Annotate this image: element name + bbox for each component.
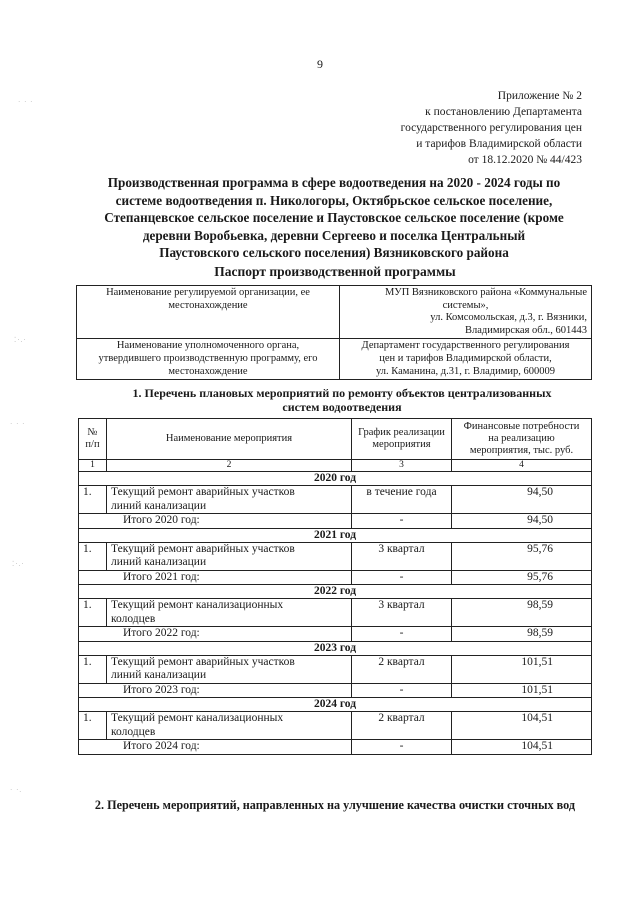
table-row: [79, 655, 592, 683]
year-label: 2022 год: [79, 585, 592, 599]
item-schedule: 2 квартал: [352, 712, 452, 740]
total-amount: 95,76: [452, 570, 592, 585]
title-line: Паустовского сельского поселения) Вязниковского района: [159, 245, 509, 261]
appendix-line: Приложение № 2: [497, 90, 582, 102]
passport-label-line: местонахождение: [168, 299, 248, 311]
year-row: [79, 641, 592, 655]
item-schedule: 3 квартал: [352, 542, 452, 570]
repair-plan-table: [78, 418, 592, 755]
total-label: Итого 2023 год:: [79, 683, 352, 698]
column-index: 1: [79, 460, 107, 472]
item-amount: 98,59: [452, 599, 592, 627]
passport-value-line: Владимирская обл., 601443: [464, 324, 587, 336]
header-schedule-line: мероприятия: [372, 439, 431, 450]
passport-value-line: ул. Комсомольская, д.3, г. Вязники,: [430, 312, 587, 324]
scan-artifact: · ·.: [10, 786, 23, 794]
title-line: Производственная программа в сфере водоотведения на 2020 - 2024 годы по: [107, 175, 561, 190]
total-schedule: -: [352, 740, 452, 755]
table-row: [79, 712, 592, 740]
item-amount: 101,51: [452, 655, 592, 683]
item-num: 1.: [79, 599, 107, 627]
appendix-line: государственного регулирования цен: [400, 122, 582, 134]
header-num-line: п/п: [85, 439, 100, 450]
page-number: 9: [317, 57, 323, 71]
appendix-line: от 18.12.2020 № 44/423: [468, 154, 582, 166]
year-label: 2021 год: [79, 528, 592, 542]
year-label: 2020 год: [79, 472, 592, 486]
item-name-line: линий канализации: [111, 556, 207, 568]
header-finance-line: Финансовые потребности: [463, 421, 580, 432]
section1-title-line: 1. Перечень плановых мероприятий по ремонту объектов централизованных: [132, 386, 552, 400]
passport-value-line: МУП Вязниковского района «Коммунальные: [384, 287, 587, 298]
item-name: [107, 599, 352, 627]
total-row: [79, 627, 592, 642]
total-schedule: -: [352, 683, 452, 698]
item-name-line: линий канализации: [111, 499, 207, 512]
item-name: [107, 655, 352, 683]
item-name-line: Текущий ремонт аварийных участков: [111, 486, 295, 498]
passport-label-line: местонахождение: [168, 365, 248, 377]
appendix-line: к постановлению Департамента: [425, 106, 582, 118]
title-line: системе водоотведения п. Никологоры, Октябрьское сельское поселение,: [115, 192, 553, 208]
item-name-line: линий канализации: [111, 669, 207, 681]
total-amount: 98,59: [452, 627, 592, 642]
appendix-block: [362, 88, 582, 168]
passport-label-line: утвердившего производственную программу, его: [98, 352, 318, 364]
passport-row-authority: [77, 339, 592, 380]
item-num: 1.: [79, 542, 107, 570]
header-finance-line: на реализацию: [488, 433, 555, 444]
total-schedule: -: [352, 570, 452, 585]
section2-title: 2. Перечень мероприятий, направленных на улучшение качества очистки сточных вод: [94, 798, 576, 812]
item-name: [107, 542, 352, 570]
passport-label: [77, 286, 340, 339]
header-finance: [452, 419, 592, 460]
table-row: [79, 599, 592, 627]
passport-value: [340, 339, 592, 380]
total-label: Итого 2024 год:: [79, 740, 352, 755]
item-name: [107, 712, 352, 740]
item-num: 1.: [79, 712, 107, 740]
passport-label: [77, 339, 340, 380]
item-name: [107, 486, 352, 514]
item-num: 1.: [79, 655, 107, 683]
year-row: [79, 528, 592, 542]
item-schedule: 3 квартал: [352, 599, 452, 627]
year-label: 2024 год: [79, 698, 592, 712]
item-name-line: Текущий ремонт канализационных: [111, 712, 284, 724]
total-row: [79, 740, 592, 755]
total-row: [79, 514, 592, 529]
passport-value-line: ул. Каманина, д.31, г. Владимир, 600009: [375, 365, 556, 377]
total-amount: 101,51: [452, 683, 592, 698]
document-title: [78, 174, 590, 262]
passport-value-line: системы»,: [442, 299, 489, 311]
total-schedule: -: [352, 514, 452, 529]
header-num: [79, 419, 107, 460]
title-line: деревни Воробьевка, деревни Сергеево и поселка Центральный: [142, 227, 526, 243]
appendix-line: и тарифов Владимирской области: [416, 138, 582, 150]
item-name-line: Текущий ремонт аварийных участков: [111, 542, 295, 555]
passport-value: [340, 286, 592, 339]
column-index: 4: [452, 460, 592, 472]
passport-label-line: Наименование уполномоченного органа,: [116, 340, 300, 352]
total-label: Итого 2020 год:: [79, 514, 352, 529]
year-label: 2023 год: [79, 641, 592, 655]
header-name: Наименование мероприятия: [107, 419, 352, 460]
year-row: [79, 585, 592, 599]
scan-artifact: · · ·: [10, 420, 26, 428]
total-row: [79, 683, 592, 698]
total-amount: 94,50: [452, 514, 592, 529]
total-schedule: -: [352, 627, 452, 642]
header-schedule: [352, 419, 452, 460]
scan-artifact: · · ·: [18, 98, 34, 106]
column-index: 3: [352, 460, 452, 472]
column-index-row: [79, 460, 592, 472]
table-row: [79, 486, 592, 514]
title-line: Степанцевское сельское поселение и Паустовское сельское поселение (кроме: [104, 210, 564, 226]
passport-value-line: Департамент государственного регулирования: [361, 340, 570, 352]
passport-label-line: Наименование регулируемой организации, ее: [106, 287, 310, 298]
total-label: Итого 2021 год:: [79, 570, 352, 585]
item-schedule: 2 квартал: [352, 655, 452, 683]
header-finance-line: мероприятия, тыс. руб.: [469, 445, 574, 456]
column-index: 2: [107, 460, 352, 472]
item-amount: 95,76: [452, 542, 592, 570]
section1-title-line: систем водоотведения: [282, 400, 402, 414]
item-name-line: Текущий ремонт канализационных: [111, 599, 284, 611]
passport-title: Паспорт производственной программы: [214, 264, 456, 279]
passport-table: [76, 285, 592, 380]
table-header-row: [79, 419, 592, 460]
table-row: [79, 542, 592, 570]
total-row: [79, 570, 592, 585]
total-amount: 104,51: [452, 740, 592, 755]
header-schedule-line: График реализации: [358, 427, 445, 438]
item-name-line: колодцев: [111, 612, 156, 625]
passport-row-organization: [77, 286, 592, 339]
item-num: 1.: [79, 486, 107, 514]
section1-title: [92, 386, 592, 414]
year-row: [79, 472, 592, 486]
passport-value-line: цен и тарифов Владимирской области,: [379, 352, 552, 364]
header-num-line: №: [87, 427, 98, 438]
item-schedule: в течение года: [352, 486, 452, 514]
item-name-line: Текущий ремонт аварийных участков: [111, 655, 295, 668]
scan-artifact: ⁚·.·: [14, 336, 27, 344]
scan-artifact: ⁚·.·: [12, 560, 25, 568]
total-label: Итого 2022 год:: [79, 627, 352, 642]
item-amount: 94,50: [452, 486, 592, 514]
item-name-line: колодцев: [111, 725, 156, 738]
item-amount: 104,51: [452, 712, 592, 740]
year-row: [79, 698, 592, 712]
